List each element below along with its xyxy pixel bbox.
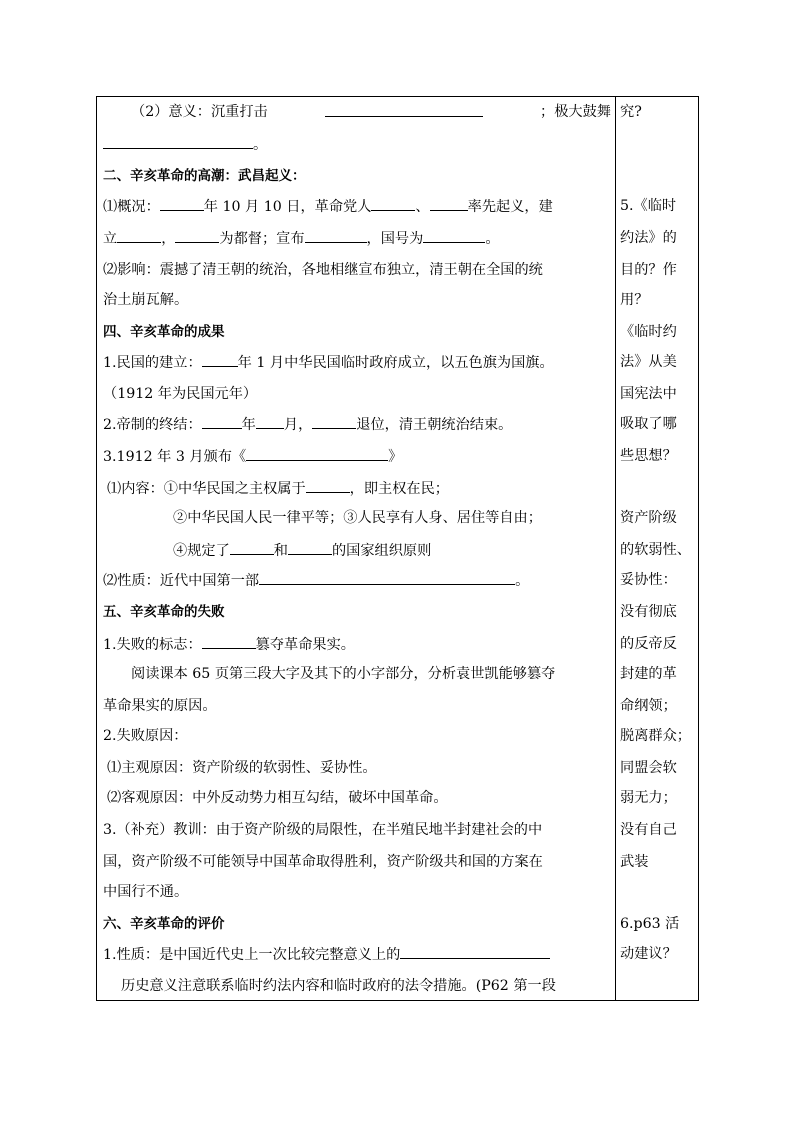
blank [305, 228, 367, 243]
text: 。 [485, 231, 500, 247]
failure-sign [103, 634, 355, 655]
evaluation-nature [103, 944, 550, 965]
wuchang-overview-2 [103, 228, 500, 249]
side-note: 国宪法中 [620, 386, 677, 402]
side-note: 约法》的 [620, 230, 677, 246]
text: 1.性质：是中国近代史上一次比较完整意义上的 [103, 947, 401, 963]
text: 月， [283, 417, 313, 433]
meaning-inspire: ；极大鼓舞 [540, 104, 611, 120]
heading-wuchang: 二、辛亥革命的高潮：武昌起义： [103, 168, 306, 184]
text: 率先起义，建 [467, 199, 553, 215]
result-constitution [103, 446, 402, 467]
side-note: 武装 [620, 854, 649, 870]
blank [230, 540, 274, 555]
text: 1.民国的建立： [103, 355, 202, 371]
blank [259, 570, 515, 585]
text: 退位，清王朝统治结束。 [356, 417, 513, 433]
result-republic-note: （1912 年为民国元年） [103, 386, 258, 402]
text: 、 [415, 199, 430, 215]
side-note: 妥协性： [620, 572, 677, 588]
blank [312, 414, 356, 429]
side-note: 用？ [620, 292, 649, 308]
period: 。 [253, 137, 268, 153]
side-note: 命纲领； [620, 698, 677, 714]
blank [246, 446, 388, 461]
blank [256, 414, 284, 429]
reading-task-1: 阅读课本 65 页第三段大字及其下的小字部分，分析袁世凯能够篡夺 [131, 666, 556, 682]
text: 》 [388, 449, 403, 465]
side-note: 动建议？ [620, 946, 677, 962]
text: 年 1 月中华民国临时政府成立，以五色旗为国旗。 [237, 355, 554, 371]
text: 立 [103, 231, 118, 247]
lesson-3: 中国行不通。 [103, 884, 189, 900]
blank [202, 414, 242, 429]
reading-task-2: 革命果实的原因。 [103, 698, 217, 714]
meaning-label: （2）意义：沉重打击 [131, 104, 268, 120]
text: 年 10 月 10 日，革命党人 [203, 199, 372, 215]
text: ， [161, 231, 176, 247]
blank [371, 196, 415, 211]
side-note: 没有彻底 [620, 604, 677, 620]
meaning-line-2 [103, 134, 267, 155]
lesson-1: 3.（补充）教训：由于资产阶级的局限性，在半殖民地半封建社会的中 [103, 822, 543, 838]
side-note: 究? [620, 104, 642, 120]
result-monarchy-end [103, 414, 512, 435]
side-note: 些思想？ [620, 448, 677, 464]
constitution-nature [103, 570, 529, 591]
text: 的国家组织原则 [331, 543, 432, 559]
blank [175, 228, 219, 243]
heading-failure: 五、辛亥革命的失败 [103, 604, 225, 620]
blank [423, 228, 485, 243]
side-note: 没有自己 [620, 822, 677, 838]
text: 年 [241, 417, 256, 433]
side-note: 法》从美 [620, 354, 677, 370]
side-note: 的软弱性、 [620, 542, 691, 558]
wuchang-overview-1 [103, 196, 553, 217]
heading-results: 四、辛亥革命的成果 [103, 324, 225, 340]
text: ⑵性质：近代中国第一部 [103, 573, 260, 589]
lesson-2: 国，资产阶级不可能领导中国革命取得胜利，资产阶级共和国的方案在 [103, 854, 543, 870]
reason-subjective: ⑴主观原因：资产阶级的软弱性、妥协性。 [107, 760, 377, 776]
meaning-line [103, 102, 611, 122]
blank [160, 196, 204, 211]
text: 篡夺革命果实。 [255, 637, 355, 653]
side-note: 弱无力； [620, 790, 677, 806]
column-divider [615, 96, 616, 1001]
blank-strike [325, 102, 483, 117]
text: ⑴概况： [103, 199, 160, 215]
reason-objective: ⑵客观原因：中外反动势力相互勾结，破坏中国革命。 [107, 790, 448, 806]
text: 为都督；宣布 [219, 231, 305, 247]
constitution-content-3 [173, 540, 431, 561]
blank [202, 634, 256, 649]
text: 2.帝制的终结： [103, 417, 202, 433]
side-note: 封建的革 [620, 666, 677, 682]
blank [306, 478, 350, 493]
text: ⑴内容：①中华民国之主权属于 [107, 481, 306, 497]
text: ，即主权在民； [349, 481, 449, 497]
constitution-content-2: ②中华民国人民一律平等；③人民享有人身、居住等自由； [173, 510, 542, 526]
blank [117, 228, 161, 243]
blank [400, 944, 550, 959]
side-note: 《临时约 [620, 324, 677, 340]
text: 。 [515, 573, 530, 589]
side-note: 同盟会软 [620, 760, 677, 776]
side-note: 吸取了哪 [620, 416, 677, 432]
side-note: 6.p63 活 [620, 916, 680, 932]
wuchang-impact-2: 治土崩瓦解。 [103, 292, 189, 308]
text: ，国号为 [366, 231, 424, 247]
side-note: 目的？作 [620, 262, 677, 278]
side-note: 脱离群众； [620, 728, 691, 744]
heading-evaluation: 六、辛亥革命的评价 [103, 916, 225, 932]
text: 3.1912 年 3 月颁布《 [103, 449, 247, 465]
blank-inspire [103, 134, 253, 149]
side-note: 资产阶级 [620, 510, 677, 526]
text: 和 [273, 543, 288, 559]
text: ④规定了 [173, 543, 230, 559]
result-republic [103, 352, 554, 373]
blank [430, 196, 468, 211]
blank [202, 352, 238, 367]
wuchang-impact-1: ⑵影响：震撼了清王朝的统治，各地相继宣布独立，清王朝在全国的统 [103, 262, 543, 278]
side-note: 5.《临时 [620, 198, 677, 214]
blank [288, 540, 332, 555]
evaluation-significance: 历史意义注意联系临时约法内容和临时政府的法令措施。(P62 第一段 [121, 978, 556, 994]
failure-reasons: 2.失败原因： [103, 728, 188, 744]
text: 1.失败的标志： [103, 637, 202, 653]
constitution-content-1 [107, 478, 449, 499]
side-note: 的反帝反 [620, 636, 677, 652]
